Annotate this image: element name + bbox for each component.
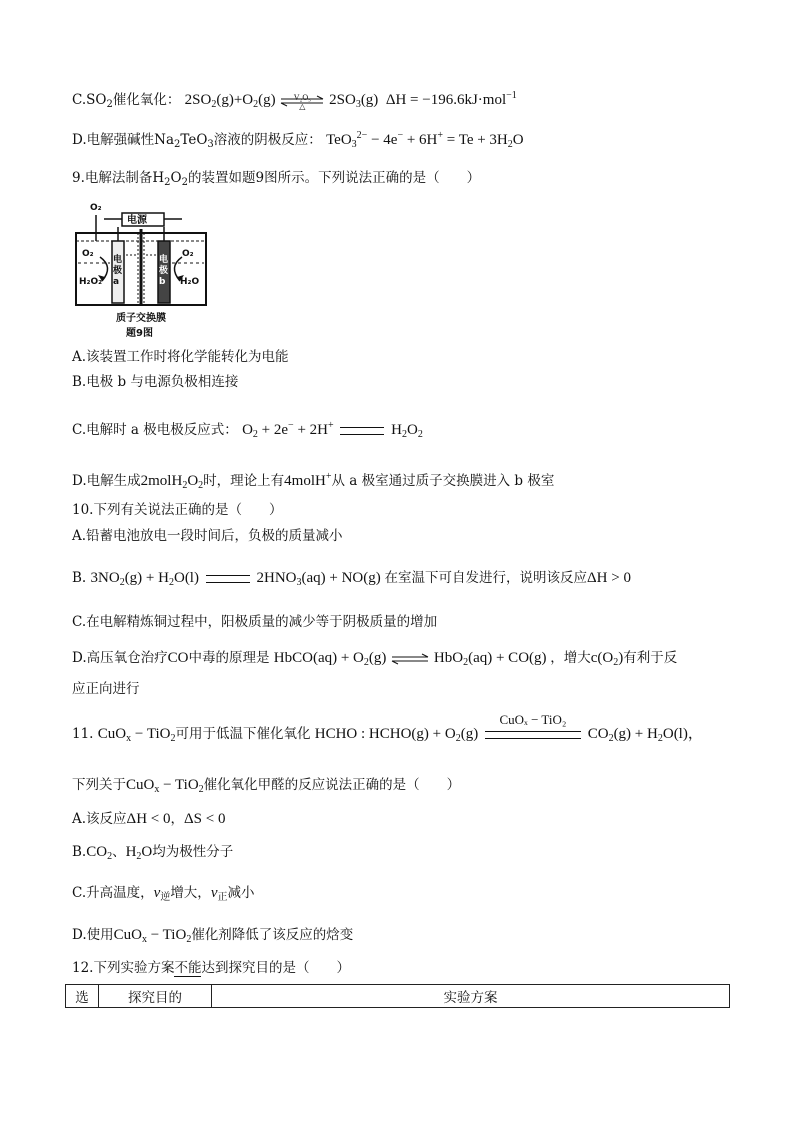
- equals-arrow-icon: CuOₓ − TiO₂: [485, 731, 581, 739]
- reversible-arrow-icon: [390, 650, 430, 668]
- q11-option-c: C.升高温度，$v_逆$增大，$v_正$减小: [72, 885, 255, 903]
- h2o-right-label: H₂O: [180, 277, 200, 287]
- h2o2-left-label: H₂O₂: [79, 277, 103, 287]
- equals-arrow-icon: [206, 575, 250, 583]
- power-source-label: 电源: [127, 215, 147, 226]
- q9-electrolysis-diagram: [74, 205, 214, 340]
- electrode-a-label: 电极a: [113, 255, 123, 287]
- o2-inlet-label: O₂: [90, 203, 102, 213]
- q10-option-d-line2: 应正向进行: [72, 681, 140, 697]
- q10-option-c: C.在电解精炼铜过程中，阳极质量的减少等于阴极质量的增加: [72, 614, 438, 630]
- q11-stem: 11. CuO$_x$ − TiO$_2$可用于低温下催化氧化 HCHO : HCHO(g) + $O_2(g)$ CuOₓ − TiO₂ $CO_2(g) + H_2O(l)$，: [72, 711, 703, 744]
- q10-option-b: B. $3NO_2(g) + H_2O(l) 2HNO_3(aq) + NO(g)$ 在室温下可自发进行，说明该反应ΔH > 0: [72, 570, 631, 588]
- q12-table: [65, 984, 730, 1008]
- reversible-arrow-icon: V₂O₅ △: [279, 92, 325, 110]
- membrane-label: 质子交换膜: [116, 313, 166, 324]
- electrode-b-label: 电极b: [159, 255, 169, 287]
- o2-left-label: O₂: [82, 249, 94, 259]
- q10-stem: 10.下列有关说法正确的是（ ）: [72, 502, 283, 518]
- header-option: 选: [66, 985, 99, 1008]
- equals-arrow-icon: [340, 427, 384, 435]
- q10-option-a: A.铅蓄电池放电一段时间后，负极的质量减小: [72, 528, 343, 544]
- q9-option-d: D.电解生成$2molH_2O_2$时，理论上有4molH+从 a 极室通过质子交换膜进入 b 极室: [72, 471, 555, 491]
- q12-stem: 12.下列实验方案不能达到探究目的是（ ）: [72, 960, 350, 976]
- q9-option-c: C.电解时 a 极电极反应式： $O_2 + 2e^- + 2H^+$ $H_2O_2$: [72, 420, 423, 440]
- q11-option-b: $B.CO_2$、$H_2O$均为极性分子: [72, 844, 234, 862]
- o2-right-label: O₂: [182, 249, 194, 259]
- q9-option-a: A.该装置工作时将化学能转化为电能: [72, 349, 289, 365]
- q9-stem: 9.电解法制备$H_2O_2$的装置如题9图所示。下列说法正确的是（ ）: [72, 170, 481, 188]
- q8-option-c: $C.SO_2$催化氧化： $2SO_2(g)+O_2(g)$ V₂O₅ △ $2SO_3(g) \Delta H = -196.6kJ\cdot mol^{-1}$: [72, 90, 517, 111]
- q8-c-equation: $2SO_2(g)+O_2(g)$ V₂O₅ △ $2SO_3(g) \Delta H = -196.6kJ\cdot mol^{-1}$: [184, 90, 517, 111]
- q11-stem-line2: 下列关于CuO$_x$ − TiO$_2$催化氧化甲醛的反应说法正确的是（ ）: [72, 777, 461, 795]
- q8-option-d: D.电解强碱性$Na_2TeO_3$溶液的阴极反应： $TeO_3^{2-} - 4e^- + 6H^+ = Te + 3H_2O$: [72, 130, 524, 150]
- q11-option-d: D.使用CuO$_x$ − TiO$_2$催化剂降低了该反应的焓变: [72, 927, 354, 945]
- header-plan: 实验方案: [212, 985, 730, 1008]
- header-purpose: 探究目的: [99, 985, 212, 1008]
- q10-option-d: D.高压氧仓治疗CO中毒的原理是 HbCO(aq) + $O_2(g) HbO_2(aq) + CO(g)$ ，增大$c(O_2)$有利于反: [72, 650, 678, 668]
- q9-option-b: B.电极 b 与电源负极相连接: [72, 374, 239, 390]
- figure-caption: 题9图: [126, 328, 153, 339]
- q8-d-equation: $TeO_3^{2-} - 4e^- + 6H^+ = Te + 3H_2O$: [326, 130, 524, 150]
- table-header-row: [66, 985, 730, 1008]
- q11-option-a: A.该反应ΔH < 0，ΔS < 0: [72, 811, 226, 827]
